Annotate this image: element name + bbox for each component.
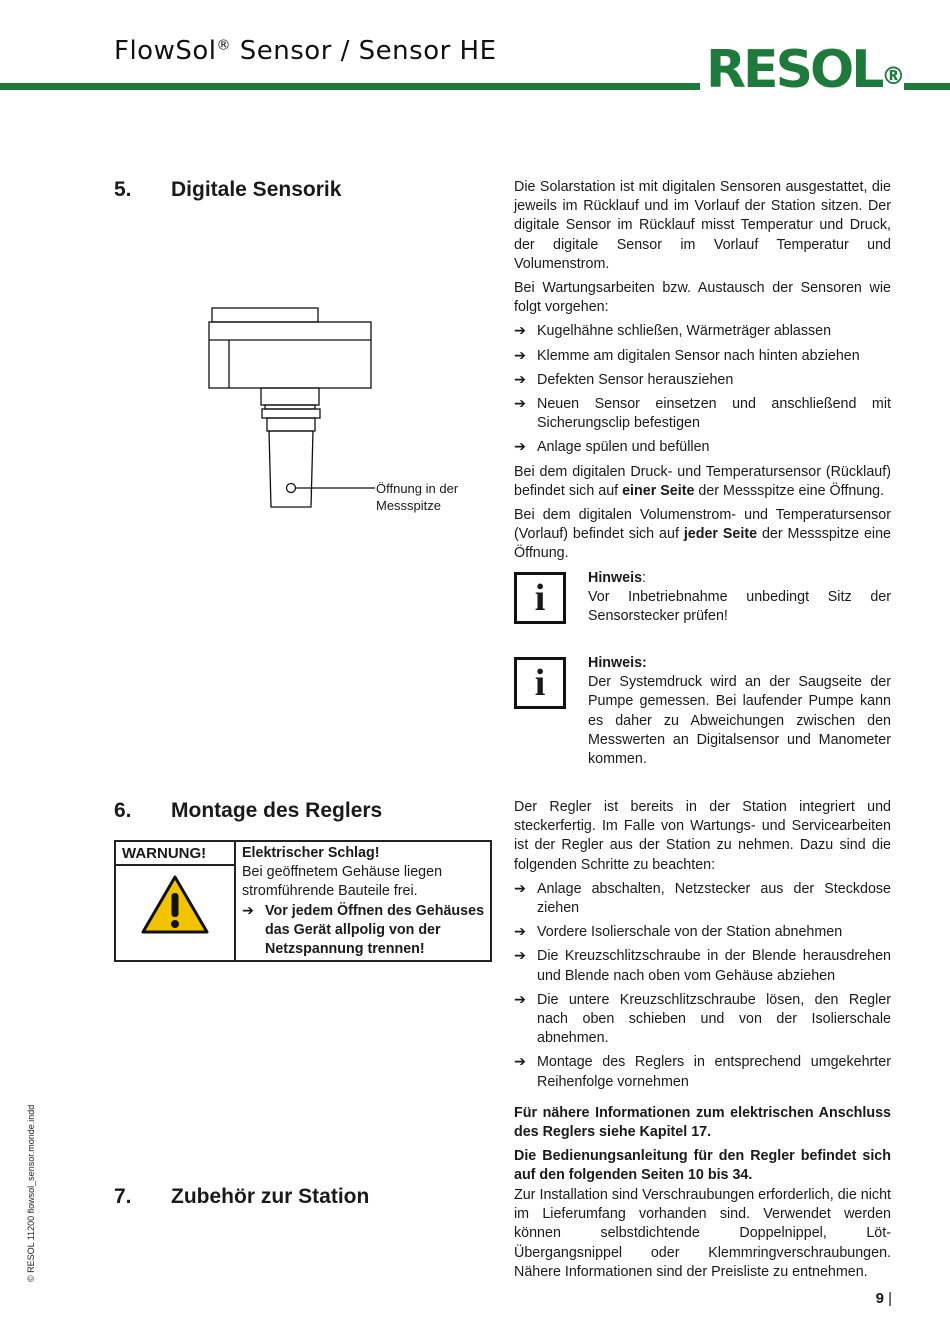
- arrow-right-icon: ➔: [514, 347, 526, 364]
- info-icon: i: [514, 572, 566, 624]
- arrow-right-icon: ➔: [242, 902, 254, 919]
- arrow-right-icon: ➔: [514, 371, 526, 388]
- section-5-return-sensor-note: Bei dem digitalen Druck- und Temperatursensor (Rücklauf) befindet sich auf einer Seite der Messspitze eine Öffnung.: [514, 463, 891, 499]
- warning-triangle-icon: [140, 874, 210, 936]
- section-5-body: [514, 178, 891, 569]
- section-7-body: Zur Installation sind Verschraubungen erforderlich, die nicht im Lieferumfang vorhanden sind. Verwendet werden können selbstdichtende Doppelnippel, Löt-Übergangsnippel oder Klemmringverschraubungen. Nähere Informationen sind der Preisliste zu entnehmen.: [514, 1187, 891, 1280]
- figure-label: Öffnung in der Messspitze: [376, 481, 459, 513]
- warning-text: Bei geöffnetem Gehäuse liegen stromführende Bauteile frei.: [242, 864, 443, 900]
- page-number: 9 |: [875, 1290, 892, 1307]
- sensor-drawing: [205, 300, 380, 515]
- section-6-number: 6.: [114, 799, 132, 822]
- warning-box: [114, 840, 492, 962]
- section-6-manual-reference: Die Bedienungsanleitung für den Regler befindet sich auf den folgenden Seiten 10 bis 34.: [514, 1148, 891, 1184]
- warning-label: WARNUNG!: [116, 842, 234, 866]
- info-icon: i: [514, 657, 566, 709]
- note-2: Hinweis: Der Systemdruck wird an der Saugseite der Pumpe gemessen. Bei laufender Pumpe kann es daher zu Abweichungen zwischen den Messwerten an Digitalsensor und Manometer kommen.: [588, 655, 891, 768]
- file-reference: © RESOL 11200 flowsol_sensor.monde.indd: [26, 1104, 36, 1282]
- arrow-right-icon: ➔: [514, 948, 526, 965]
- list-item: ➔ Anlage abschalten, Netzstecker aus der Steckdose ziehen: [514, 880, 891, 917]
- list-item: ➔ Die Kreuzschlitzschraube in der Blende herausdrehen und Blende nach oben vom Gehäuse abziehen: [514, 948, 891, 984]
- list-item: ➔ Anlage spülen und befüllen: [514, 438, 891, 457]
- arrow-right-icon: ➔: [514, 439, 526, 456]
- document-title: FlowSol® Sensor / Sensor HE: [114, 36, 497, 66]
- arrow-right-icon: ➔: [514, 880, 526, 897]
- list-item: ➔ Klemme am digitalen Sensor nach hinten abziehen: [514, 347, 891, 366]
- section-5-flow-sensor-note: Bei dem digitalen Volumenstrom- und Temperatursensor (Vorlauf) befindet sich auf jeder Seite der Messspitze eine Öffnung.: [514, 507, 891, 562]
- list-item: ➔ Vordere Isolierschale von der Station abnehmen: [514, 923, 891, 942]
- section-5-title: Digitale Sensorik: [171, 178, 342, 201]
- header-rule-right: [904, 83, 950, 90]
- section-6-title: Montage des Reglers: [171, 799, 383, 822]
- section-6-steps: [514, 880, 891, 1092]
- arrow-right-icon: ➔: [514, 396, 526, 413]
- note-1: Hinweis: Vor Inbetriebnahme unbedingt Sitz der Sensorstecker prüfen!: [588, 570, 891, 625]
- header-rule-left: [0, 83, 700, 90]
- section-5-procedure-lead: Bei Wartungsarbeiten bzw. Austausch der Sensoren wie folgt vorgehen:: [514, 280, 891, 316]
- arrow-right-icon: ➔: [514, 1054, 526, 1071]
- list-item: ➔ Die untere Kreuzschlitzschraube lösen, den Regler nach oben schieben und von der Isolierschale abnehmen.: [514, 991, 891, 1047]
- section-6-body: [514, 798, 891, 1191]
- section-6-wiring-reference: Für nähere Informationen zum elektrischen Anschluss des Reglers siehe Kapitel 17.: [514, 1104, 891, 1141]
- list-item: ➔ Neuen Sensor einsetzen und anschließend mit Sicherungsclip befestigen: [514, 396, 891, 432]
- arrow-right-icon: ➔: [514, 924, 526, 941]
- section-5-number: 5.: [114, 178, 132, 201]
- list-item: ➔ Defekten Sensor herausziehen: [514, 371, 891, 390]
- section-7-number: 7.: [114, 1185, 132, 1208]
- warning-title: Elektrischer Schlag!: [242, 845, 380, 861]
- section-6-intro: Der Regler ist bereits in der Station integriert und steckerfertig. Im Falle von Wartungs- und Servicearbeiten ist der Regler aus der Station zu nehmen. Dazu sind die folgenden Schritte zu beachten:: [514, 799, 891, 873]
- resol-logo: RESOL®: [706, 40, 906, 100]
- arrow-right-icon: ➔: [514, 323, 526, 340]
- arrow-right-icon: ➔: [514, 991, 526, 1008]
- warning-action: ➔ Vor jedem Öffnen des Gehäuses das Gerät allpolig von der Netzspannung trennen!: [242, 902, 485, 958]
- warning-content: [242, 844, 488, 959]
- section-5-intro: Die Solarstation ist mit digitalen Sensoren ausgestattet, die jeweils im Rücklauf und im Vorlauf der Station sitzen. Der digitale Sensor im Rücklauf misst Temperatur und Druck, der digitale Sensor im Vorlauf Temperatur und Volumenstrom.: [514, 179, 891, 272]
- section-7-title: Zubehör zur Station: [171, 1185, 370, 1208]
- section-5-steps: [514, 322, 891, 457]
- list-item: ➔ Kugelhähne schließen, Wärmeträger ablassen: [514, 322, 891, 341]
- list-item: ➔ Montage des Reglers in entsprechend umgekehrter Reihenfolge vornehmen: [514, 1054, 891, 1090]
